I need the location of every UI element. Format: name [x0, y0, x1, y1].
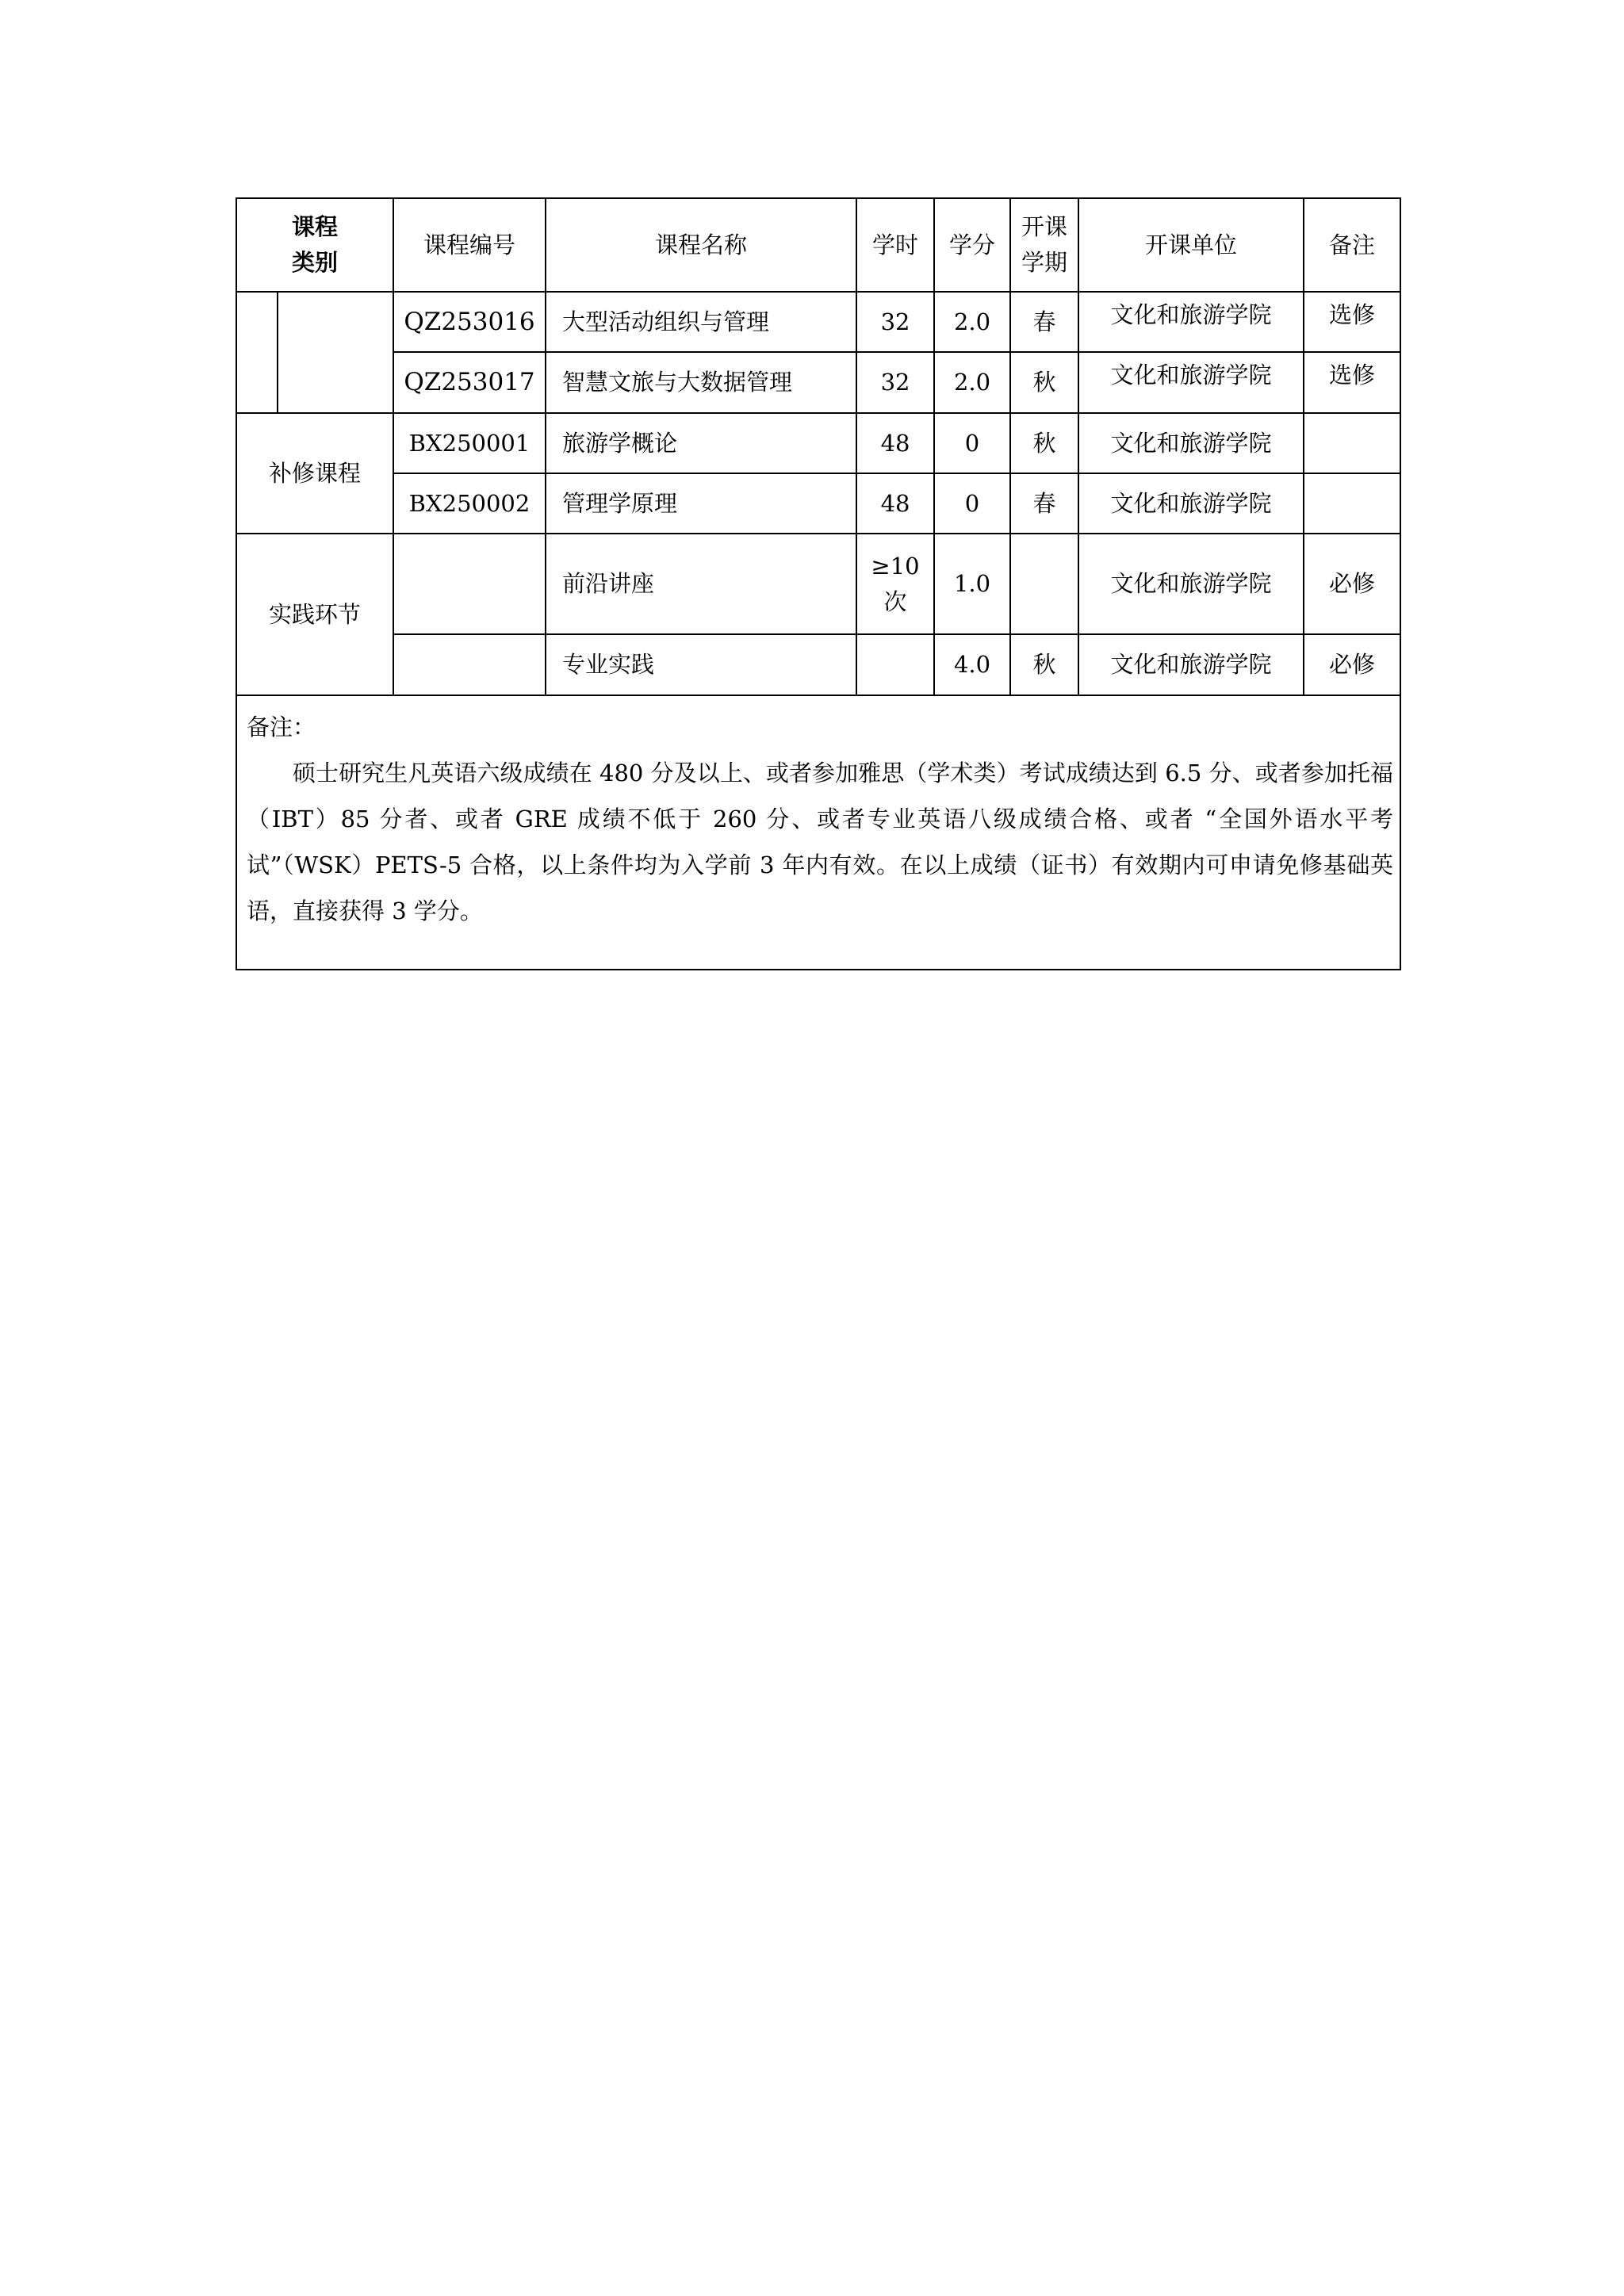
hours-cell: 48 — [856, 413, 934, 473]
notes-title: 备注： — [247, 714, 316, 740]
header-hours: 学时 — [856, 198, 934, 292]
header-credits: 学分 — [934, 198, 1010, 292]
course-name-cell: 智慧文旅与大数据管理 — [546, 352, 856, 413]
course-code-cell: QZ253017 — [393, 352, 546, 413]
remark-cell: 必修 — [1304, 634, 1400, 695]
header-course-category — [236, 198, 393, 292]
term-cell: 春 — [1010, 292, 1078, 352]
course-name-cell: 旅游学概论 — [546, 413, 856, 473]
table-row — [236, 292, 1400, 352]
term-cell: 春 — [1010, 473, 1078, 534]
notes-row — [236, 695, 1400, 970]
term-cell — [1010, 534, 1078, 634]
course-table — [236, 197, 1401, 970]
unit-cell: 文化和旅游学院 — [1078, 413, 1304, 473]
course-name-cell: 管理学原理 — [546, 473, 856, 534]
credits-cell: 2.0 — [934, 352, 1010, 413]
hours-cell: 48 — [856, 473, 934, 534]
hours-cell — [856, 634, 934, 695]
header-category-line2: 类别 — [292, 249, 339, 276]
credits-cell: 0 — [934, 413, 1010, 473]
unit-cell: 文化和旅游学院 — [1078, 634, 1304, 695]
credits-cell: 0 — [934, 473, 1010, 534]
term-cell: 秋 — [1010, 634, 1078, 695]
unit-cell: 文化和旅游学院 — [1078, 292, 1304, 352]
header-course-code: 课程编号 — [393, 198, 546, 292]
remark-cell: 选修 — [1304, 352, 1400, 413]
table-row — [236, 634, 1400, 695]
header-course-name: 课程名称 — [546, 198, 856, 292]
course-code-cell: BX250001 — [393, 413, 546, 473]
course-code-cell — [393, 634, 546, 695]
elective-category-cell — [236, 292, 278, 413]
remark-cell: 必修 — [1304, 534, 1400, 634]
hours-cell: 32 — [856, 352, 934, 413]
credits-cell: 2.0 — [934, 292, 1010, 352]
course-name-cell: 专业实践 — [546, 634, 856, 695]
elective-subcategory-cell — [278, 292, 393, 413]
unit-cell: 文化和旅游学院 — [1078, 352, 1304, 413]
hours-cell — [856, 534, 934, 634]
header-remark: 备注 — [1304, 198, 1400, 292]
supplementary-category-cell: 补修课程 — [236, 413, 393, 534]
notes-cell — [236, 695, 1400, 970]
unit-cell: 文化和旅游学院 — [1078, 534, 1304, 634]
term-cell: 秋 — [1010, 352, 1078, 413]
unit-cell: 文化和旅游学院 — [1078, 473, 1304, 534]
header-term-line1: 开课 — [1021, 213, 1068, 241]
table-header-row — [236, 198, 1400, 292]
table-row — [236, 413, 1400, 473]
term-cell: 秋 — [1010, 413, 1078, 473]
course-name-cell: 前沿讲座 — [546, 534, 856, 634]
header-category-line1: 课程 — [292, 213, 339, 241]
course-code-cell: BX250002 — [393, 473, 546, 534]
course-name-cell: 大型活动组织与管理 — [546, 292, 856, 352]
hours-line2: 次 — [883, 587, 907, 615]
course-code-cell — [393, 534, 546, 634]
course-code-cell: QZ253016 — [393, 292, 546, 352]
credits-cell: 4.0 — [934, 634, 1010, 695]
hours-line1: ≥10 — [871, 552, 920, 580]
practice-category-cell: 实践环节 — [236, 534, 393, 695]
hours-cell: 32 — [856, 292, 934, 352]
remark-cell — [1304, 413, 1400, 473]
table-row — [236, 352, 1400, 413]
table-row — [236, 534, 1400, 634]
header-unit: 开课单位 — [1078, 198, 1304, 292]
table-row — [236, 473, 1400, 534]
remark-cell: 选修 — [1304, 292, 1400, 352]
header-term-line2: 学期 — [1021, 249, 1068, 276]
notes-body: 硕士研究生凡英语六级成绩在 480 分及以上、或者参加雅思（学术类）考试成绩达到 6.5 分、或者参加托福（IBT）85 分者、或者 GRE 成绩不低于 260 分、或者专业英语八级成绩合格、或者 “全国外语水平考试”（WSK）PETS-5 合格，以上条件均为入学前 3 年内有效。在以上成绩（证书）有效期内可申请免修基础英语，直接获得 3 学分。 — [247, 760, 1394, 924]
header-term — [1010, 198, 1078, 292]
credits-cell: 1.0 — [934, 534, 1010, 634]
remark-cell — [1304, 473, 1400, 534]
